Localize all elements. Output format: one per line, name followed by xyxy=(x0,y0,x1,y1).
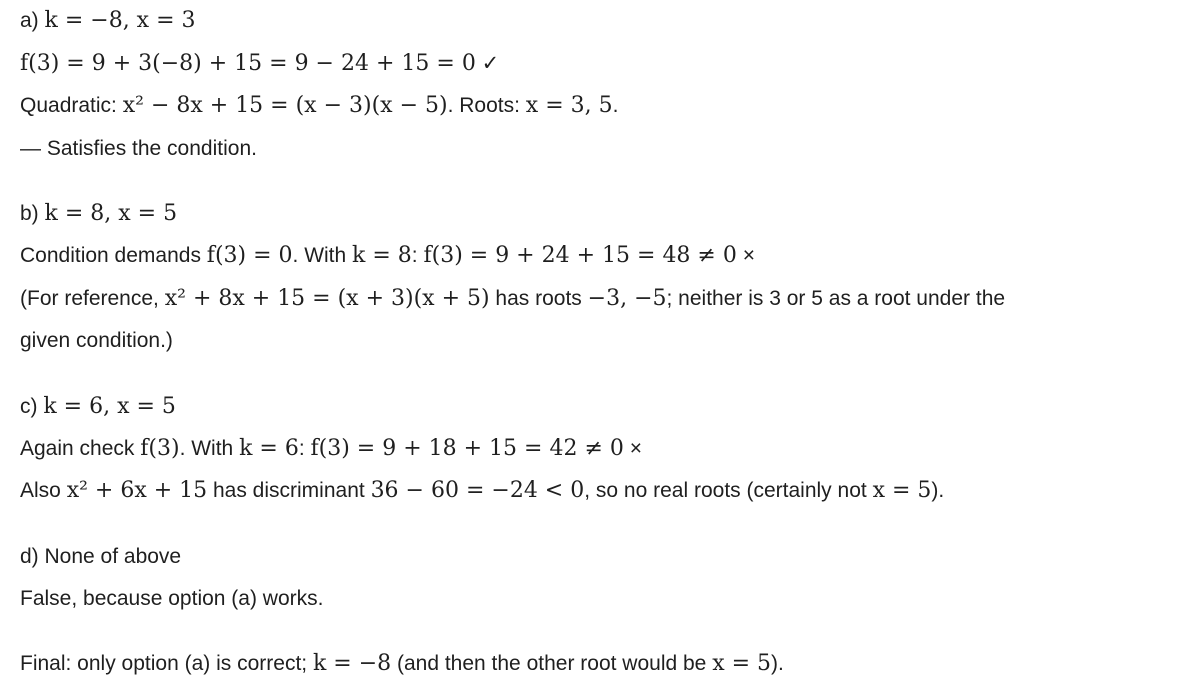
cross-mark-icon: × xyxy=(629,437,642,460)
check-text: . With xyxy=(179,437,240,460)
option-a-values: k = −8, x = 3 xyxy=(44,8,196,33)
check-text: Again check xyxy=(20,437,141,460)
condition-k-value: k = 8 xyxy=(352,243,412,268)
discriminant-text: has discriminant xyxy=(207,479,371,502)
option-c-evaluation: f(3) = 9 + 18 + 15 = 42 ≠ 0 xyxy=(310,436,624,461)
option-c-discriminant xyxy=(20,477,944,505)
option-a-label: a) xyxy=(20,9,45,32)
option-b-reference-continued: given condition.) xyxy=(20,329,173,352)
option-b-label: b) xyxy=(20,202,45,225)
check-k-value: k = 6 xyxy=(239,436,299,461)
reference-text: has roots xyxy=(489,287,588,310)
condition-math: f(3) = 0 xyxy=(206,243,293,268)
roots-values: x = 3, 5 xyxy=(525,93,613,118)
final-k-value: k = −8 xyxy=(312,651,392,676)
final-root: x = 5 xyxy=(712,651,772,676)
option-a-heading xyxy=(20,7,196,35)
option-c-values: k = 6, x = 5 xyxy=(43,394,176,419)
option-c-heading xyxy=(20,393,176,421)
discriminant-quadratic: x² + 6x + 15 xyxy=(66,478,208,503)
condition-text: : xyxy=(411,244,424,267)
roots-label: . Roots: xyxy=(447,94,526,117)
option-b-evaluation: f(3) = 9 + 24 + 15 = 48 ≠ 0 xyxy=(423,243,737,268)
check-mark-icon: ✓ xyxy=(481,52,500,75)
cross-mark-icon: × xyxy=(742,244,755,267)
option-b-condition xyxy=(20,242,755,270)
option-c-label: c) xyxy=(20,395,44,418)
discriminant-root: x = 5 xyxy=(872,478,932,503)
option-a-quadratic xyxy=(20,92,618,120)
condition-text: . With xyxy=(292,244,353,267)
reference-roots: −3, −5 xyxy=(587,286,667,311)
quadratic-label: Quadratic: xyxy=(20,94,123,117)
option-a-check xyxy=(20,50,499,78)
quadratic-factorization: x² − 8x + 15 = (x − 3)(x − 5) xyxy=(122,93,448,118)
discriminant-text: Also xyxy=(20,479,67,502)
final-text: (and then the other root would be xyxy=(391,652,713,675)
final-text: ). xyxy=(771,652,784,675)
final-answer xyxy=(20,650,784,678)
option-b-heading xyxy=(20,200,177,228)
condition-text: Condition demands xyxy=(20,244,207,267)
option-d-heading: d) None of above xyxy=(20,545,182,568)
discriminant-value: 36 − 60 = −24 < 0 xyxy=(370,478,585,503)
option-b-reference xyxy=(20,285,1005,313)
discriminant-text: ). xyxy=(931,479,945,502)
reference-text: ; neither is 3 or 5 as a root under the xyxy=(666,287,1006,310)
option-b-values: k = 8, x = 5 xyxy=(44,201,178,226)
reference-text: (For reference, xyxy=(20,287,165,310)
check-math: f(3) xyxy=(140,436,180,461)
discriminant-text: , so no real roots (certainly not xyxy=(584,479,873,502)
option-d-verdict: False, because option (a) works. xyxy=(20,587,324,610)
option-a-conclusion: — Satisfies the condition. xyxy=(20,137,257,160)
check-text: : xyxy=(298,437,311,460)
option-a-evaluation: f(3) = 9 + 3(−8) + 15 = 9 − 24 + 15 = 0 xyxy=(20,51,476,76)
reference-factorization: x² + 8x + 15 = (x + 3)(x + 5) xyxy=(164,286,490,311)
final-text: Final: only option (a) is correct; xyxy=(20,652,313,675)
sentence-end: . xyxy=(612,94,619,117)
option-c-check xyxy=(20,435,642,463)
